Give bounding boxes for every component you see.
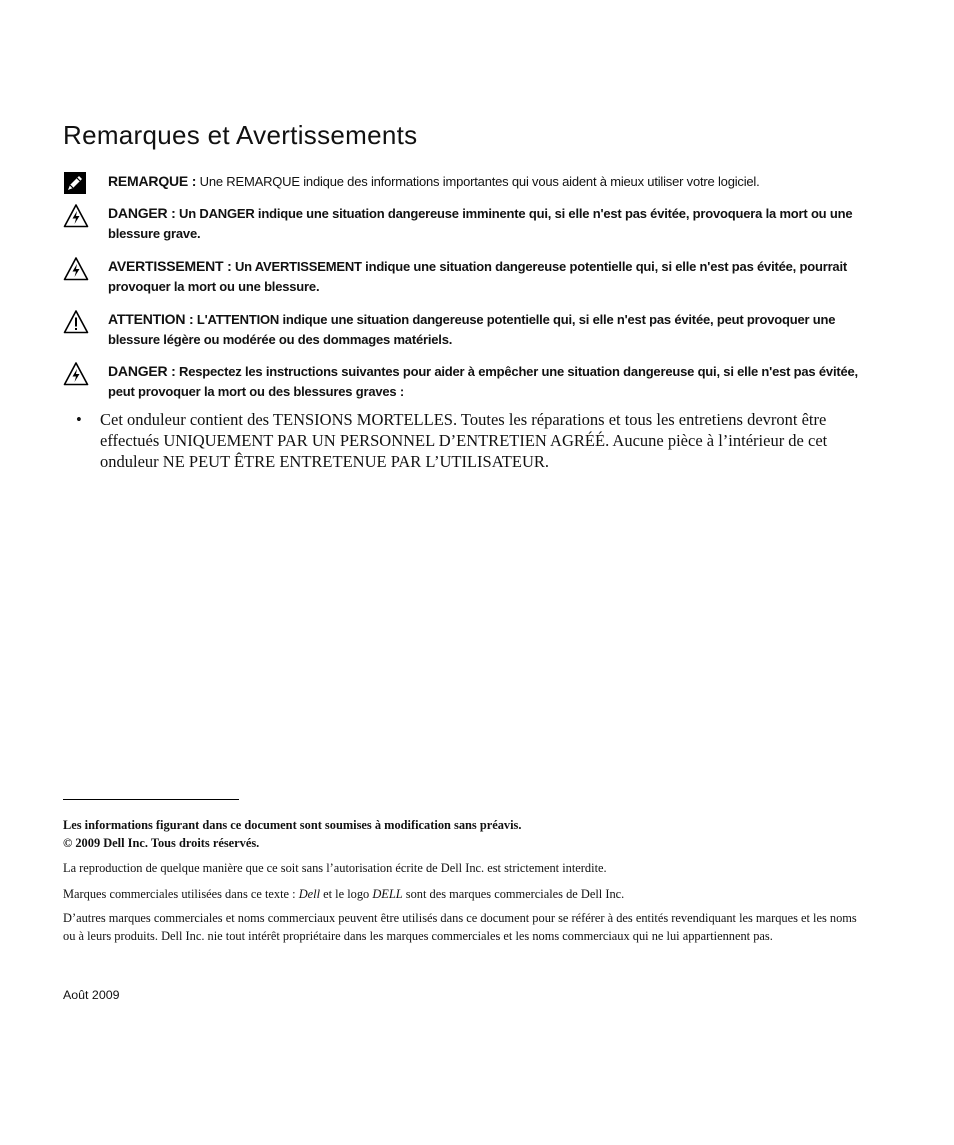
notice-label: DANGER :	[108, 205, 176, 221]
bullet-text	[100, 409, 866, 472]
footnote-info: Les informations figurant dans ce document sont soumises à modification sans préavis.	[63, 818, 522, 832]
footnote-other-marks: D’autres marques commerciales et noms commerciaux peuvent être utilisés dans ce document pour se référer à des entités revendiquant les marques et les noms ou à leurs produits. Dell Inc. nie tout intérêt propriétaire dans les marques commerciales et les noms commerciaux qui ne lui appartiennent pas.	[63, 911, 857, 943]
bullet-text-part: . Toutes les réparations et tous les entretiens devront être effectués	[100, 410, 827, 450]
trademarks-text: sont des marques commerciales de Dell Inc.	[402, 887, 625, 901]
notice-label: AVERTISSEMENT :	[108, 258, 232, 274]
danger-notice	[63, 203, 863, 244]
caution-notice	[63, 309, 863, 350]
trademarks-text: Marques commerciales utilisées dans ce texte :	[63, 887, 299, 901]
bullet-text-part: Cet onduleur contient des	[100, 410, 273, 429]
danger-notice-instructions	[63, 361, 863, 402]
bullet-symbol: •	[76, 410, 82, 429]
notice-text: L'ATTENTION indique une situation dangereuse potentielle qui, si elle n'est pas évitée, peut provoquer une blessure légère ou modérée ou des dommages matériels.	[108, 312, 836, 347]
notice-text: Respectez les instructions suivantes pour aider à empêcher une situation dangereuse qui, si elle n'est pas évitée, peut provoquer la mort ou des blessures graves :	[108, 364, 858, 399]
bullet-emphasis: NE PEUT ÊTRE ENTRETENUE PAR L’UTILISATEUR	[162, 452, 545, 471]
warning-notice	[63, 256, 863, 297]
footnote-reproduction: La reproduction de quelque manière que ce soit sans l’autorisation écrite de Dell Inc. est strictement interdite.	[63, 861, 607, 875]
trademark-dell-logo: DELL	[372, 887, 403, 901]
page-title: Remarques et Avertissements	[63, 120, 418, 150]
note-pencil-icon	[63, 171, 87, 195]
notice-text: Un AVERTISSEMENT indique une situation dangereuse potentielle qui, si elle n'est pas évitée, pourrait provoquer la mort ou une blessure.	[108, 259, 848, 294]
note-notice	[63, 171, 863, 192]
footnote-trademarks	[63, 885, 863, 903]
bullet-text-part: . Aucune pièce à l’intérieur de cet onduleur	[100, 431, 828, 471]
notice-text: Une REMARQUE indique des informations importantes qui vous aident à mieux utiliser votre logiciel.	[196, 174, 760, 189]
trademark-dell: Dell	[298, 887, 321, 901]
notice-text: Un DANGER indique une situation dangereuse imminente qui, si elle n'est pas évitée, provoquera la mort ou une blessure grave.	[108, 206, 853, 241]
lightning-warning-icon	[63, 256, 87, 280]
notice-label: REMARQUE :	[108, 173, 197, 189]
bullet-emphasis: UNIQUEMENT PAR UN PERSONNEL D’ENTRETIEN AGRÉÉ	[163, 431, 606, 450]
caution-triangle-icon	[63, 309, 87, 333]
bullet-text-part: .	[544, 452, 549, 471]
trademarks-text: et le logo	[320, 887, 373, 901]
footnote-divider	[63, 799, 239, 800]
notice-label: ATTENTION :	[108, 311, 194, 327]
lightning-warning-icon	[63, 361, 87, 385]
lightning-warning-icon	[63, 203, 87, 227]
notice-label: DANGER :	[108, 363, 176, 379]
publication-date: Août 2009	[63, 988, 120, 1002]
bullet-emphasis: TENSIONS MORTELLES	[272, 410, 453, 429]
footnote-copyright: © 2009 Dell Inc. Tous droits réservés.	[63, 836, 260, 850]
list-item	[76, 409, 866, 472]
